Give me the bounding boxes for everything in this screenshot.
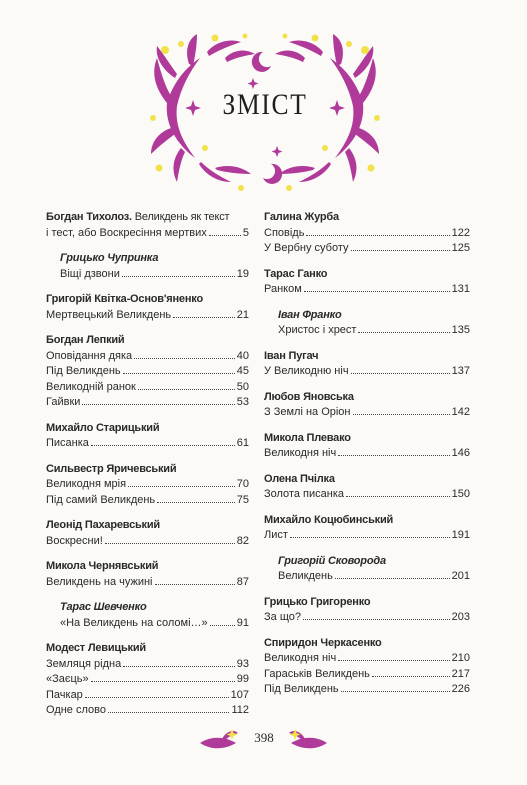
toc-entry[interactable] <box>46 380 249 396</box>
entry-title: Під Великдень <box>46 365 121 377</box>
leader-dots <box>346 496 450 497</box>
toc-entry[interactable] <box>46 267 249 283</box>
entry-title: Пачкар <box>46 688 83 701</box>
entry-title: За що? <box>264 611 301 623</box>
author-name <box>46 292 249 308</box>
toc-author-block <box>46 518 249 549</box>
toc-right-column <box>264 210 470 708</box>
author-label: Микола Чернявський <box>46 560 159 572</box>
toc-entry[interactable] <box>264 487 470 503</box>
toc-entry[interactable] <box>264 610 470 626</box>
leader-dots <box>290 537 450 538</box>
toc-entry[interactable] <box>46 616 249 632</box>
entry-title: Мертвецький Великдень <box>46 308 172 321</box>
leader-dots <box>335 578 450 579</box>
entry-page-number: 217 <box>451 667 470 680</box>
toc-author-block <box>46 292 249 323</box>
entry-page-number: 91 <box>236 616 249 629</box>
toc-author-block <box>264 390 470 421</box>
entry-page-number: 70 <box>236 478 249 490</box>
toc-entry[interactable] <box>264 446 470 462</box>
entry-title: З Землі на Оріон <box>264 406 351 418</box>
author-label: Грицько Григоренко <box>264 595 371 608</box>
toc-author-block <box>46 641 249 719</box>
toc-entry[interactable] <box>264 528 470 544</box>
entry-title-lead: Великдень як текст <box>134 211 230 223</box>
toc-entry[interactable] <box>264 282 470 298</box>
entry-title: Земляця рідна <box>46 657 122 670</box>
leader-dots <box>306 235 449 236</box>
leader-dots <box>338 660 449 661</box>
toc-entry[interactable] <box>46 477 249 493</box>
entry-title: Під самий Великдень <box>46 493 156 506</box>
entry-title: Золота писанка <box>264 488 344 500</box>
author-label: Модест Левицький <box>46 642 146 654</box>
toc-author-block <box>264 210 470 257</box>
entry-title: Великодня мрія <box>46 478 127 490</box>
entry-page-number: 45 <box>236 365 249 377</box>
entry-page-number: 99 <box>236 673 249 685</box>
entry-title: Гайвки <box>46 396 81 408</box>
toc-entry[interactable] <box>264 241 470 257</box>
leader-dots <box>85 697 229 698</box>
entry-title: Оповідання дяка <box>46 349 133 362</box>
page-number: 398 <box>254 730 274 745</box>
entry-title: і тест, або Воскресіння мертвих <box>46 226 207 239</box>
entry-page-number: 226 <box>451 683 470 695</box>
entry-title: Великдень <box>278 570 333 582</box>
author-name <box>46 518 249 534</box>
toc-entry[interactable] <box>46 226 249 242</box>
leader-dots <box>351 373 450 374</box>
toc-author-block <box>264 431 470 462</box>
leader-dots <box>351 250 450 251</box>
leader-dots <box>338 455 449 456</box>
author-label: Іван Франко <box>278 308 342 321</box>
entry-page-number: 203 <box>451 611 470 623</box>
author-label: Тарас Шевченко <box>60 601 147 613</box>
leader-dots <box>304 291 450 292</box>
toc-left-column <box>46 210 249 729</box>
leader-dots <box>123 373 235 374</box>
entry-page-number: 21 <box>236 308 249 321</box>
author-label: Михайло Старицький <box>46 421 160 434</box>
entry-title: Під Великдень <box>264 683 339 695</box>
entry-title: Віщі дзвони <box>60 267 120 280</box>
leader-dots <box>303 619 450 620</box>
author-label: Спиридон Черкасенко <box>264 636 382 649</box>
leader-dots <box>134 358 235 359</box>
toc-author-block <box>46 559 249 590</box>
author-name <box>264 472 470 488</box>
entry-page-number: 125 <box>451 242 470 254</box>
author-name <box>46 333 249 349</box>
author-label: Леонід Пахаревський <box>46 519 160 531</box>
toc-entry[interactable] <box>46 688 249 704</box>
author-name <box>46 421 249 437</box>
entry-page-number: 50 <box>236 380 249 393</box>
toc-entry[interactable] <box>264 323 470 339</box>
entry-page-number: 82 <box>236 534 249 547</box>
entry-title: Лист <box>264 529 288 541</box>
toc-entry[interactable] <box>46 364 249 380</box>
leader-dots <box>155 584 235 585</box>
entry-title: «Заєць» <box>46 673 89 685</box>
author-name <box>264 636 470 652</box>
leader-dots <box>372 676 450 677</box>
toc-entry[interactable] <box>264 364 470 380</box>
entry-title: Воскресни! <box>46 534 103 547</box>
entry-page-number: 122 <box>451 226 470 239</box>
entry-title: Великодня ніч <box>264 652 337 664</box>
entry-title: Великодній ранок <box>46 380 136 393</box>
author-label: Григорій Квітка-Основ'яненко <box>46 293 203 305</box>
author-label: Михайло Коцюбинський <box>264 513 394 526</box>
entry-page-number: 210 <box>451 652 470 664</box>
leader-dots <box>353 414 450 415</box>
leader-dots <box>209 235 241 236</box>
toc-entry[interactable] <box>264 651 470 667</box>
author-name <box>46 210 249 226</box>
leader-dots <box>82 404 234 405</box>
entry-page-number: 142 <box>451 406 470 418</box>
author-name <box>46 559 249 575</box>
entry-title: Писанка <box>46 437 89 449</box>
toc-entry[interactable] <box>46 395 249 411</box>
toc-author-block <box>264 554 470 585</box>
entry-title: Сповідь <box>264 226 305 239</box>
author-label: Григорій Сковорода <box>278 554 386 567</box>
toc-author-block <box>46 600 249 631</box>
toc-author-block <box>264 349 470 380</box>
author-label: Сильвестр Яричевський <box>46 462 177 475</box>
toc-entry[interactable] <box>46 308 249 324</box>
toc-entry[interactable] <box>46 575 249 591</box>
toc-author-block <box>264 267 470 298</box>
author-label: Олена Пчілка <box>264 472 335 485</box>
author-label: Іван Пугач <box>264 349 319 362</box>
author-label: Галина Журба <box>264 211 339 223</box>
entry-page-number: 201 <box>451 570 470 582</box>
toc-entry[interactable] <box>264 226 470 242</box>
entry-title: У Великодню ніч <box>264 365 349 377</box>
entry-title: Ранком <box>264 283 302 295</box>
entry-page-number: 93 <box>236 657 249 670</box>
entry-page-number: 191 <box>451 529 470 541</box>
toc-author-block <box>46 333 249 411</box>
toc-entry[interactable] <box>46 703 249 719</box>
entry-page-number: 135 <box>451 324 470 336</box>
entry-title: Великдень на чужині <box>46 575 153 588</box>
toc-entry[interactable] <box>46 493 249 509</box>
author-label: Богдан Тихолоз. <box>46 211 132 223</box>
entry-page-number: 40 <box>236 349 249 362</box>
entry-page-number: 150 <box>451 488 470 500</box>
author-name <box>46 462 249 478</box>
leader-dots <box>210 625 235 626</box>
page-title: ЗМІСТ <box>222 88 308 121</box>
entry-title: Христос і хрест <box>278 324 357 336</box>
author-name <box>264 513 470 529</box>
toc-entry[interactable] <box>264 405 470 421</box>
toc-author-block <box>46 251 249 282</box>
leader-dots <box>91 681 235 682</box>
toc-entry[interactable] <box>264 682 470 698</box>
entry-page-number: 53 <box>236 396 249 408</box>
entry-title: Гараськів Великдень <box>264 667 370 680</box>
entry-page-number: 107 <box>230 688 249 701</box>
entry-page-number: 137 <box>451 365 470 377</box>
toc-entry[interactable] <box>46 534 249 550</box>
author-label: Богдан Лепкий <box>46 334 125 346</box>
author-name <box>46 600 249 616</box>
author-name <box>264 267 470 283</box>
toc-author-block <box>264 595 470 626</box>
leader-dots <box>358 332 449 333</box>
entry-page-number: 19 <box>236 267 249 280</box>
author-label: Любов Яновська <box>264 390 354 403</box>
leader-dots <box>105 543 235 544</box>
leader-dots <box>341 691 450 692</box>
entry-page-number: 87 <box>236 575 249 588</box>
author-label: Микола Плевако <box>264 431 351 444</box>
author-name <box>264 431 470 447</box>
toc-author-block <box>46 462 249 509</box>
entry-page-number: 146 <box>451 447 470 459</box>
author-name <box>264 308 470 324</box>
toc-entry[interactable] <box>46 349 249 365</box>
author-name <box>264 349 470 365</box>
toc-entry[interactable] <box>46 672 249 688</box>
author-name <box>46 251 249 267</box>
entry-page-number: 131 <box>451 283 470 295</box>
author-name <box>264 210 470 226</box>
toc-author-block <box>46 421 249 452</box>
toc-author-block <box>264 513 470 544</box>
entry-page-number: 61 <box>236 437 249 449</box>
toc-author-block <box>264 636 470 698</box>
author-name <box>264 390 470 406</box>
entry-page-number: 75 <box>236 493 249 506</box>
entry-page-number: 112 <box>231 704 249 716</box>
toc-entry[interactable] <box>264 569 470 585</box>
entry-page-number: 5 <box>242 226 249 239</box>
entry-title: Великодня ніч <box>264 447 337 459</box>
leader-dots <box>128 486 235 487</box>
author-name <box>264 595 470 611</box>
leader-dots <box>122 276 235 277</box>
toc-author-block <box>264 308 470 339</box>
toc-author-block <box>46 210 249 241</box>
toc-entry[interactable] <box>264 667 470 683</box>
author-name <box>264 554 470 570</box>
author-name <box>46 641 249 657</box>
toc-entry[interactable] <box>46 657 249 673</box>
entry-title: У Вербну суботу <box>264 242 349 254</box>
toc-entry[interactable] <box>46 436 249 452</box>
entry-title: «На Великдень на соломі…» <box>60 616 208 629</box>
toc-author-block <box>264 472 470 503</box>
entry-title: Одне слово <box>46 704 106 716</box>
leader-dots <box>108 712 229 713</box>
leader-dots <box>138 389 235 390</box>
leader-dots <box>123 666 235 667</box>
leader-dots <box>173 317 235 318</box>
author-label: Тарас Ганко <box>264 267 328 280</box>
author-label: Грицько Чупринка <box>60 252 159 264</box>
leader-dots <box>91 445 235 446</box>
leader-dots <box>157 502 235 503</box>
